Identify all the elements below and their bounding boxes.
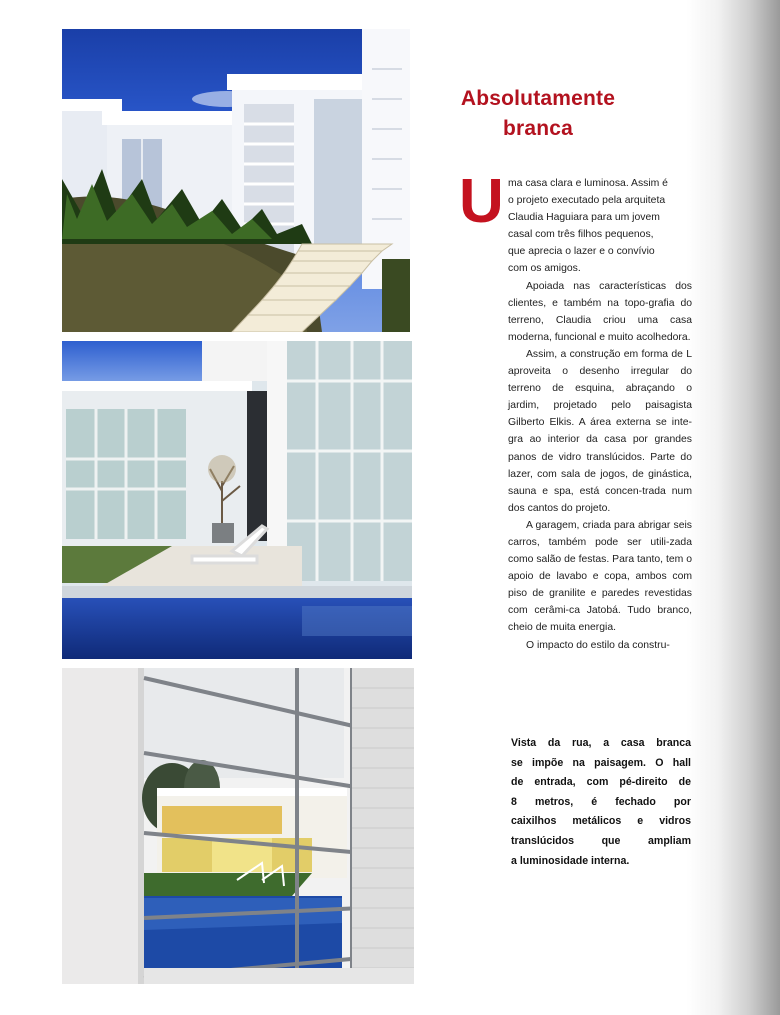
caption-line: 8 metros, é fechado por (511, 795, 691, 808)
caption-line: de entrada, com pé-direito de (511, 776, 691, 789)
courtyard-pool-photo (62, 341, 412, 659)
lead-line: que aprecia o lazer e o convívio (508, 246, 655, 258)
body-paragraph: Assim, a construção em forma de L aproveita o desenho irregular do terreno de esquina, abraçando o jardim, projetado pelo paisagista Gilberto Elkis. A área externa se inte-gra ao interior da casa por grandes panos de vidro translúcidos. Parte do lazer, com sala de jogos, de ginástica, sauna e spa, está concen-trada num dos cantos do projeto. (508, 348, 692, 514)
entrance-hall-photo (62, 668, 414, 984)
lead-line: o projeto executado pela arquiteta (508, 195, 666, 207)
photo-caption (511, 734, 691, 871)
body-paragraph: A garagem, criada para abrigar seis carros, também pode ser utili-zada como salão de festas. Para tanto, tem o apoio de lavabo e copa, ambos com piso de granilite e paredes revestidas com cerâmi-ca Jatobá. Tudo branco, cheio de muita energia. (508, 519, 692, 634)
caption-line: translúcidos que ampliam (511, 834, 691, 847)
caption-line: Vista da rua, a casa branca (511, 737, 691, 749)
lead-line: Claudia Haguiara para um jovem (508, 212, 660, 224)
article-headline (438, 84, 638, 144)
entrance-hall-illustration (62, 668, 414, 984)
courtyard-pool-illustration (62, 341, 412, 659)
body-paragraph: O impacto do estilo da constru- (526, 639, 670, 651)
body-paragraph: Apoiada nas características dos clientes, e também na topo-grafia do terreno, Claudia criou uma casa moderna, funcional e muito acolhedora. (508, 280, 692, 343)
lead-paragraph (508, 175, 692, 278)
lead-line: casal com três filhos pequenos, (508, 229, 654, 241)
headline-line-1: Absolutamente (460, 87, 616, 110)
headline-line-2: branca (502, 117, 574, 140)
lead-line: ma casa clara e luminosa. Assim é (508, 178, 668, 189)
caption-line: a luminosidade interna. (511, 854, 630, 867)
drop-cap: U (459, 167, 504, 236)
caption-line: caixilhos metálicos e vidros (511, 815, 691, 828)
article-body (508, 175, 692, 654)
house-exterior-illustration (62, 29, 410, 332)
house-exterior-photo (62, 29, 410, 332)
lead-line: com os amigos. (508, 263, 581, 275)
caption-line: se impõe na paisagem. O hall (511, 756, 691, 769)
